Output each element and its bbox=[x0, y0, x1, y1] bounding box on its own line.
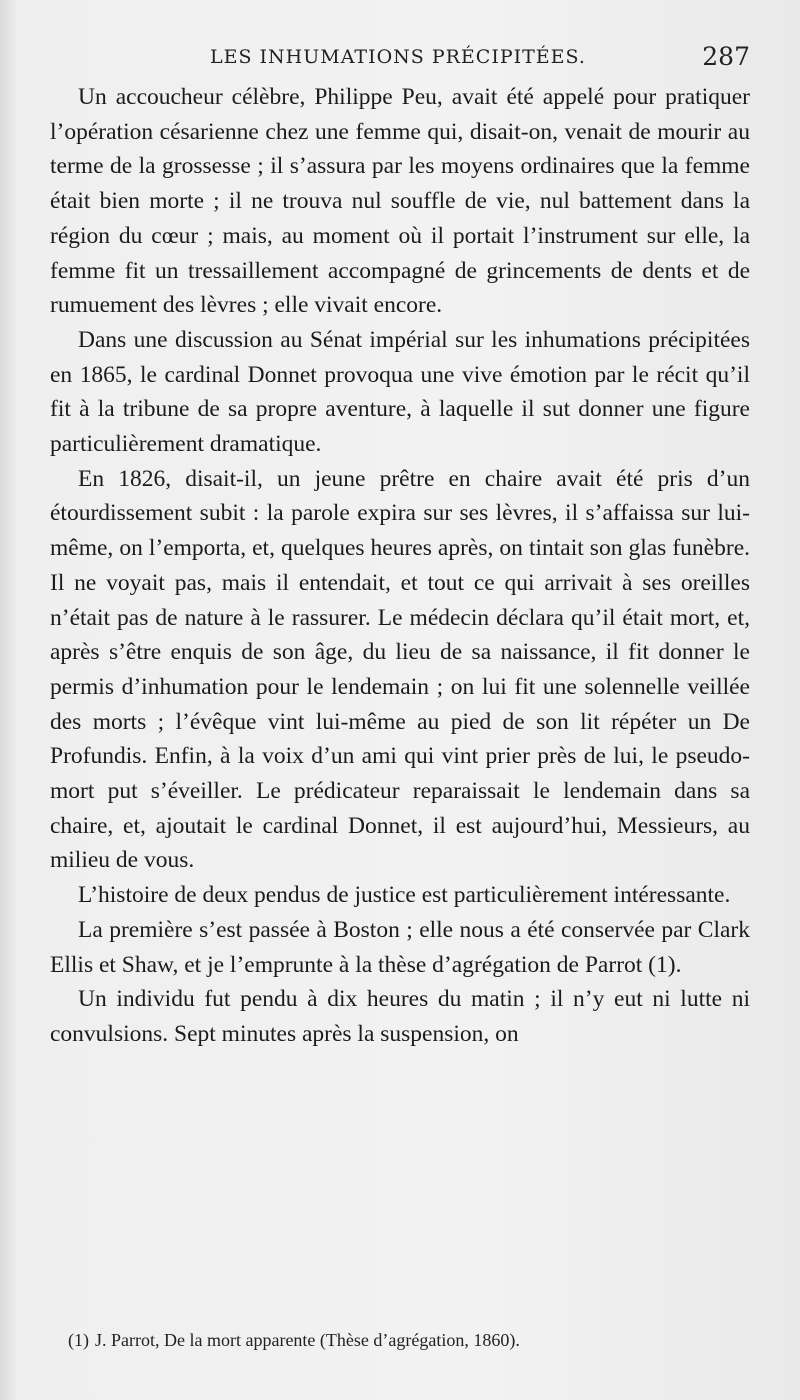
paragraph-deux-pendus: L’histoire de deux pendus de justice est particulièrement intéressante. bbox=[78, 882, 731, 909]
body-text bbox=[50, 80, 750, 1052]
paragraph-philippe-peu: Un accoucheur célèbre, Philippe Peu, avait été appelé pour pratiquer l’opération césarienne chez une femme qui, disait-on, venait de mourir au terme de la grossesse ; il s’assura par les moyens ordinaires que la femme était bien morte ; il ne trouva nul souffle de vie, nul battement dans la région du cœur ; mais, au moment où il portait l’instrument sur elle, la femme fit un tressaillement accompagné de grincements de dents et de rumuement des lèvres ; elle vivait encore. bbox=[50, 84, 750, 319]
paragraph-individu-pendu: Un individu fut pendu à dix heures du matin ; il n’y eut ni lutte ni convulsions. Sept minutes après la suspension, on bbox=[50, 986, 750, 1047]
paragraph-senat-discussion: Dans une discussion au Sénat impérial sur les inhumations précipitées en 1865, le cardinal Donnet provoqua une vive émotion par le récit qu’il fit à la tribune de sa propre aventure, à laquelle il sut donner une figure particulièrement dramatique. bbox=[50, 326, 750, 458]
footnote-text: J. Parrot, De la mort apparente (Thèse d’agrégation, 1860). bbox=[95, 1330, 520, 1350]
footnote bbox=[68, 1330, 748, 1351]
paragraph-boston: La première s’est passée à Boston ; elle nous a été conservée par Clark Ellis et Shaw, et je l’emprunte à la thèse d’agrégation de Parrot (1). bbox=[50, 916, 750, 978]
paragraph-jeune-pretre: En 1826, disait-il, un jeune prêtre en chaire avait été pris d’un étourdissement subit : la parole expira sur ses lèvres, il s’affaissa sur lui-même, on l’emporta, et, quelques heures après, on tintait son glas funèbre. Il ne voyait pas, mais il entendait, et tout ce qui arrivait à ses oreilles n’était pas de nature à le rassurer. Le médecin déclara qu’il était mort, et, après s’être enquis de son âge, du lieu de sa naissance, il fit donner le permis d’inhumation pour le lendemain ; on lui fit une solennelle veillée des morts ; l’évêque vint lui-même au pied de son lit répéter un De Profundis. Enfin, à la voix d’un ami qui vint prier près de lui, le pseudo-mort put s’éveiller. Le prédicateur reparaissait le lendemain dans sa chaire, et, ajoutait le cardinal Donnet, il est aujourd’hui, Messieurs, au milieu de vous. bbox=[50, 465, 750, 874]
footnote-marker: (1) bbox=[68, 1330, 89, 1350]
running-head bbox=[50, 38, 750, 78]
running-title: LES INHUMATIONS PRÉCIPITÉES. bbox=[210, 46, 586, 68]
page-number: 287 bbox=[702, 42, 750, 71]
